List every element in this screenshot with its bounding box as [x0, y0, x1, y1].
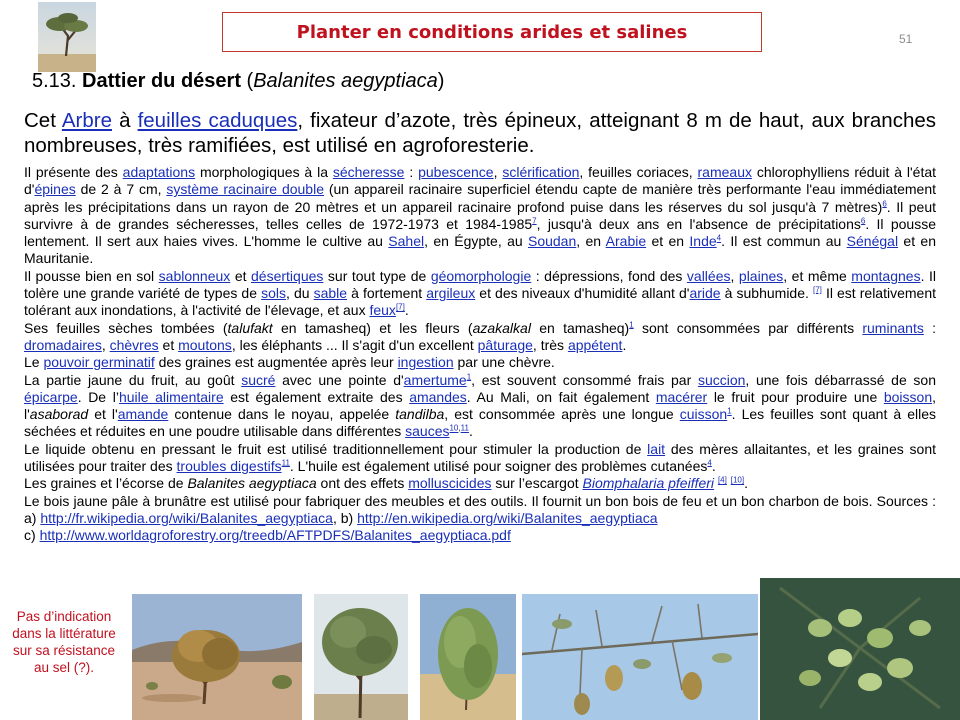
link-rameaux[interactable]: rameaux [697, 164, 752, 180]
paragraph-medicinal: Le liquide obtenu en pressant le fruit est utilisé traditionnellement pour stimuler la production de lait des mères allaitantes, et les graines sont utilisées pour traiter des troubles digestifs$^{11}$. L'huile est également utilisé pour soigner des problèmes cutanées$^4$. [24, 440, 936, 475]
link-cuisson[interactable]: cuisson [679, 406, 728, 423]
ref-sup[interactable]: 1 [466, 371, 472, 381]
link-paturage[interactable]: pâturage [477, 336, 533, 353]
species-latin-name: Balanites aegyptiaca [253, 70, 438, 92]
ref-sup[interactable]: [10] [730, 475, 745, 485]
tree-landscape-photo [132, 594, 302, 720]
page-number: 51 [899, 32, 913, 46]
link-sauces[interactable]: sauces [405, 423, 450, 440]
link-succion[interactable]: succion [697, 371, 746, 388]
fruit-cluster-photo [760, 578, 960, 720]
paragraph-bois-sources: Le bois jaune pâle à brunâtre est utilisé pour fabriquer des meubles et des outils. Il fournit un bon bois de feu et un bon charbon de bois. Sources : a) http://fr.wikipedia.org/wiki/Balanites_aegyptiaca, b) http://en.wikipedia.org/wiki/Balanites_aegyptiaca c) http://www.worldagroforestry.org/treedb/AFTPDFS/Balanites_aegyptiaca.pdf [24, 492, 936, 544]
link-source-en-wikipedia[interactable]: http://en.wikipedia.org/wiki/Balanites_aegyptiaca [357, 509, 658, 526]
link-feux[interactable]: feux [369, 302, 396, 319]
link-sclerification[interactable]: sclérification [502, 164, 580, 180]
ref-sup[interactable]: 11 [460, 423, 469, 433]
paragraph-germination: Le pouvoir germinatif des graines est augmentée après leur ingestion par une chèvre. [24, 354, 555, 371]
paragraph-feuilles: Ses feuilles sèches tombées (talufakt en tamasheq) et les fleurs (azakalkal en tamasheq)$^1$ sont consommées par différents ruminants : dromadaires, chèvres et moutons, les éléphants ... Il s'agit d'un excellent pâturage, très appétent. [24, 319, 936, 353]
link-sols[interactable]: sols [261, 285, 286, 302]
ref-sup[interactable]: 4 [716, 233, 722, 243]
section-heading: 5.13. Dattier du désert (Balanites aegyptiaca) [32, 70, 445, 92]
link-biomphalaria[interactable]: Biomphalaria pfeifferi [582, 475, 715, 492]
link-moutons[interactable]: moutons [178, 336, 232, 353]
link-pouvoir-germinatif[interactable]: pouvoir germinatif [43, 354, 155, 371]
link-vallees[interactable]: vallées [686, 267, 731, 284]
link-desertiques[interactable]: désertiques [251, 267, 324, 284]
body-text [24, 164, 936, 545]
ref-sup[interactable]: [7] [812, 285, 822, 295]
link-molluscicides[interactable]: molluscicides [408, 475, 492, 492]
salt-resistance-note: Pas d’indication dans la littérature sur sa résistance au sel (?). [12, 609, 116, 675]
ref-sup[interactable]: [4] [717, 475, 727, 485]
link-boisson[interactable]: boisson [883, 388, 933, 405]
link-adaptations[interactable]: adaptations [122, 164, 196, 180]
link-arbre[interactable]: Arbre [61, 109, 112, 132]
link-plaines[interactable]: plaines [738, 267, 784, 284]
link-argileux[interactable]: argileux [426, 285, 476, 302]
link-troubles-digestifs[interactable]: troubles digestifs [176, 458, 282, 475]
link-pubescence[interactable]: pubescence [418, 164, 494, 180]
ref-sup[interactable]: 7 [532, 216, 537, 226]
link-source-worldagroforestry[interactable]: http://www.worldagroforestry.org/treedb/AFTPDFS/Balanites_aegyptiaca.pdf [39, 527, 511, 544]
paragraph-adaptations: Il présente des adaptations morphologiques à la sécheresse : pubescence, sclérification, feuilles coriaces, rameaux chlorophylliens réduit à l'état d'épines de 2 à 7 cm, système racinaire double (un appareil racinaire superficiel étendu capte de manière très performante l'eau immédiatement après les précipitations dans un rayon de 20 mètres et un appareil racinaire profond puise dans les réserves du sol jusqu'à 7 mètres)$^6$. Il peut survivre à de grandes sécheresses, telles celles de 1972-1973 et 1984-1985$^7$, jusqu'à deux ans en l'absence de précipitations$^6$. Il pousse lentement. Il sert aux haies vives. L'homme le cultive au Sahel, en Égypte, au Soudan, en Arabie et en Inde$^4$. Il est commun au Sénégal et en Mauritanie. [24, 164, 937, 267]
link-chevres[interactable]: chèvres [109, 336, 159, 353]
ref-sup[interactable]: [7] [395, 302, 405, 312]
link-huile-alimentaire[interactable]: huile alimentaire [118, 388, 224, 405]
ref-sup[interactable]: 1 [727, 406, 732, 416]
link-appetent[interactable]: appétent [567, 336, 623, 353]
ref-sup[interactable]: 11 [281, 458, 290, 468]
paragraph-fruit: La partie jaune du fruit, au goût sucré avec une pointe d'amertume$^1$, est souvent consommé frais par succion, une fois débarrassé de son épicarpe. De l’huile alimentaire est également extraite des amandes. Au Mali, on fait également macérer le fruit pour produire une boisson, l'asaborad et l'amande contenue dans le noyau, appelée tandilba, est consommée après une longue cuisson$^1$. Les feuilles sont quant à elles séchées et réduites en une poudre utilisable dans différentes sauces$^{10,11}$. [24, 371, 936, 440]
link-amandes[interactable]: amandes [409, 388, 467, 405]
thorny-branch-fruit-photo [522, 594, 758, 720]
link-sable[interactable]: sable [313, 285, 348, 302]
link-ingestion[interactable]: ingestion [397, 354, 454, 371]
link-lait[interactable]: lait [647, 440, 666, 457]
logo-tree-image [38, 2, 96, 72]
link-montagnes[interactable]: montagnes [851, 267, 921, 284]
link-ruminants[interactable]: ruminants [862, 319, 924, 336]
link-feuilles-caduques[interactable]: feuilles caduques [137, 109, 298, 132]
link-systeme-racinaire[interactable]: système racinaire double [166, 181, 324, 198]
link-sahel[interactable]: Sahel [388, 233, 425, 250]
ref-sup[interactable]: 1 [629, 320, 634, 330]
link-dromadaires[interactable]: dromadaires [24, 336, 102, 353]
lead-paragraph: Cet Arbre à feuilles caduques, fixateur d’azote, très épineux, atteignant 8 m de haut, aux branches nombreuses, très ramifiées, est utilisé en agroforesterie. [24, 109, 937, 157]
link-amande[interactable]: amande [117, 406, 169, 423]
link-epines[interactable]: épines [34, 181, 76, 198]
link-sucre[interactable]: sucré [241, 371, 276, 388]
tree-photo [314, 594, 408, 720]
paragraph-sols: Il pousse bien en sol sablonneux et désertiques sur tout type de géomorphologie : dépressions, fond des vallées, plaines, et même montagnes. Il tolère une grande variété de types de sols, du sable à fortement argileux et des niveaux d'humidité allant d'aride à subhumide. [7] Il est relativement tolérant aux inondations, à l'activité de l'élevage, et aux feux[7]. [24, 267, 937, 319]
species-common-name: Dattier du désert [82, 70, 241, 92]
link-secheresse[interactable]: sécheresse [332, 164, 405, 180]
link-source-fr-wikipedia[interactable]: http://fr.wikipedia.org/wiki/Balanites_aegyptiaca [40, 509, 333, 526]
link-soudan[interactable]: Soudan [527, 233, 577, 250]
link-arabie[interactable]: Arabie [605, 233, 647, 250]
link-senegal[interactable]: Sénégal [846, 233, 899, 250]
shrub-photo [420, 594, 516, 720]
link-sablonneux[interactable]: sablonneux [158, 267, 231, 284]
link-inde[interactable]: Inde [689, 233, 717, 250]
link-aride[interactable]: aride [689, 285, 721, 302]
link-macerer[interactable]: macérer [655, 388, 708, 405]
paragraph-molluscicide: Les graines et l’écorse de Balanites aegyptiaca ont des effets molluscicides sur l’escargot Biomphalaria pfeifferi [4] [10]. [24, 475, 748, 492]
ref-sup[interactable]: 4 [707, 458, 712, 468]
link-amertume[interactable]: amertume [403, 371, 467, 388]
ref-sup[interactable]: 10 [449, 423, 459, 433]
slide-title: Planter en conditions arides et salines [222, 12, 762, 52]
ref-sup[interactable]: 6 [860, 216, 866, 226]
section-number: 5.13. [32, 70, 77, 92]
link-epicarpe[interactable]: épicarpe [24, 388, 78, 405]
ref-sup[interactable]: 6 [882, 198, 887, 208]
link-geomorphologie[interactable]: géomorphologie [430, 267, 532, 284]
acacia-tree-icon [38, 2, 96, 72]
